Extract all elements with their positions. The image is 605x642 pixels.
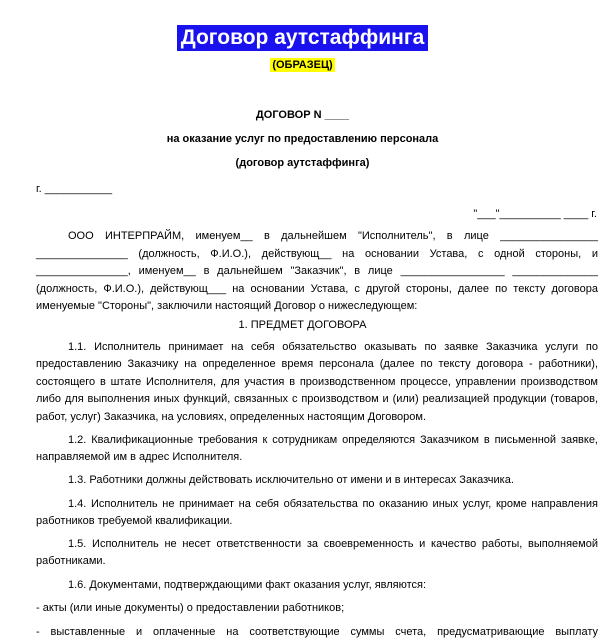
document-title: Договор аутстаффинга <box>177 25 429 51</box>
clause-1-1-line: предоставлению Заказчику на определенное время персонала (далее по тексту договора - работники), <box>36 358 598 370</box>
clause-1-1-line: 1.1. Исполнитель принимает на себя обязательство оказывать по заявке Заказчика услуги по <box>68 341 598 353</box>
date-field: "___"__________ ____ г. <box>473 208 597 220</box>
preamble-line: _______________, именуем__ в дальнейшем "Заказчик", в лице _________________ ______________ <box>36 265 598 277</box>
title-block <box>0 25 605 51</box>
clause-1-4-line: работников требуемой квалификации. <box>36 515 233 527</box>
preamble-line: _______________ (должность, Ф.И.О.), действующ__ на основании Устава, с одной стороны, и <box>36 248 598 260</box>
city-field: г. ___________ <box>36 183 113 195</box>
clause-1-4-line: 1.4. Исполнитель не принимает на себя обязательства по оказанию иных услуг, кроме направления <box>68 498 598 510</box>
contract-number: ДОГОВОР N ____ <box>255 109 350 121</box>
preamble-line: (должность, Ф.И.О.), действующ___ на основании Устава, с другой стороны, далее по тексту договора <box>36 283 598 295</box>
clause-1-6: 1.6. Документами, подтверждающими факт оказания услуг, являются: <box>68 579 427 591</box>
clause-1-5-line: 1.5. Исполнитель не несет ответственности за своевременность и качество работы, выполняемой <box>68 538 598 550</box>
preamble-line: именуемые "Стороны", заключили настоящий Договор о нижеследующем: <box>36 300 418 312</box>
list-item: - акты (или иные документы) о предоставлении работников; <box>36 602 345 614</box>
clause-1-1-line: работ, услуг) Заказчика, на условиях, определенных настоящим Договором. <box>36 411 427 423</box>
list-item: - выставленные и оплаченные на соответствующие суммы счета, предусматривающие выплату <box>36 626 598 638</box>
clause-1-5-line: работниками. <box>36 555 106 567</box>
clause-1-3: 1.3. Работники должны действовать исключительно от имени и в интересах Заказчика. <box>68 474 514 486</box>
contract-subject: на оказание услуг по предоставлению персонала <box>166 133 439 145</box>
clause-1-1-line: состоящего в штате Исполнителя, для участия в производственном процессе, управлении производством <box>36 376 598 388</box>
subtitle-block <box>0 58 605 72</box>
clause-1-2-line: направляемой им в адрес Исполнителя. <box>36 451 243 463</box>
clause-1-2-line: 1.2. Квалификационные требования к сотрудникам определяются Заказчиком в письменной заявке, <box>68 434 598 446</box>
sample-label: (ОБРАЗЕЦ) <box>272 59 333 71</box>
preamble-line: ООО ИНТЕРПРАЙМ, именуем__ в дальнейшем "Исполнитель", в лице ________________ <box>68 230 598 242</box>
clause-1-1-line: либо для выполнения иных функций, связанных с производством и (или) реализацией продукции (товаров, <box>36 393 598 405</box>
section-heading: 1. ПРЕДМЕТ ДОГОВОРА <box>238 319 367 331</box>
contract-type: (договор аутстаффинга) <box>235 157 370 169</box>
